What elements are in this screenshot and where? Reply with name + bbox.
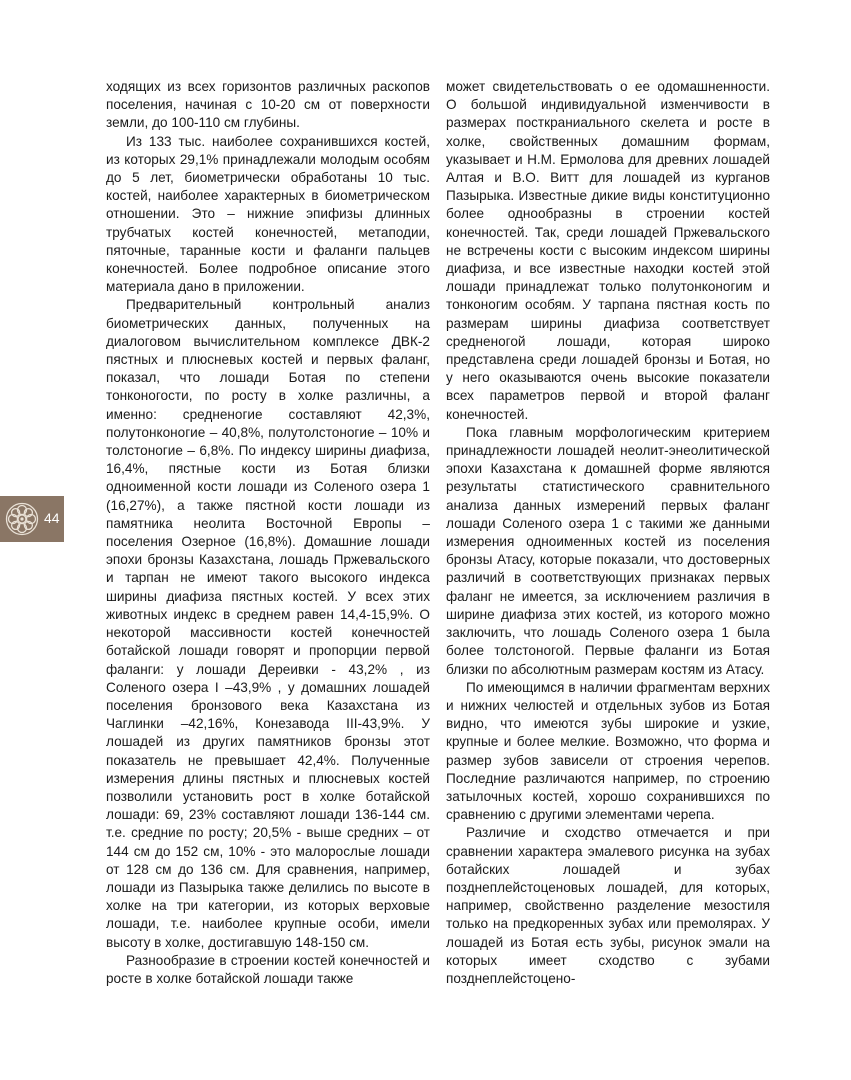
page-number: 44 [44,510,60,526]
paragraph: Предварительный контрольный анализ биометрических данных, полученных на диалоговом вычислительном комплексе ДВК-2 пястных и плюсневых костей и первых фаланг, показал, что лошади Ботая по степени тонконогости, по росту в холке различны, а именно: средненогие составляют 42,3%, полутонконогие – 40,8%, полутолстоногие – 10% и толстоногие – 6,8%. По индексу ширины диафиза, 16,4%, пястные кости из Ботая близки одноименной кости лошади из Соленого озера 1 (16,27%), а также пястной кости лошади из памятника неолита Восточной Европы – поселения Озерное (16,8%). Домашние лошади эпохи бронзы Казахстана, лошадь Пржевальского и тарпан не имеют такого высокого индекса ширины диафиза пястных костей. У всех этих животных индекс в среднем равен 14,4-15,9%. О некоторой массивности костей конечностей ботайской лошади говорят и пропорции первой фаланги: у лошади Дереивки - 43,2% , из Соленого озера I –43,9% , у домашних лошадей поселения бронзового века Казахстана из Чаглинки –42,16%, Конезавода III-43,9%. У лошадей из других памятников бронзы этот показатель не превышает 42,4%. Полученные измерения длины пястных и плюсневых костей позволили установить рост в холке ботайской лошади: 69, 23% составляют лошади 136-144 см. т.е. средние по росту; 20,5% - выше средних – от 144 см до 152 см, 10% - это малорослые лошади от 128 см до 136 см. Для сравнения, например, лошади из Пазырыка также делились по высоте в холке на три категории, из которых верховые лошади, т.е. наиболее крупные особи, имели высоту в холке, достигавшую 148-150 см. [106,297,430,950]
paragraph: Из 133 тыс. наиболее сохранившихся костей, из которых 29,1% принадлежали молодым особям до 5 лет, биометрически обработаны 10 тыс. костей, наиболее характерных в биометрическом отношении. Это – нижние эпифизы длинных трубчатых костей конечностей, метаподии, пяточные, таранные кости и фаланги пальцев конечностей. Более подробное описание этого материала дано в приложении. [106,133,430,295]
paragraph: По имеющимся в наличии фрагментам верхних и нижних челюстей и отдельных зубов из Ботая видно, что имеются зубы широкие и узкие, крупные и более мелкие. Возможно, что форма и размер зубов зависели от строения черепов. Последние различаются например, по строению затылочных костей, хорошо сохранившихся по сравнению с другими элементами черепа. [446,679,770,823]
ornament-icon [2,499,42,539]
page-number-tab [0,496,64,542]
paragraph: Различие и сходство отмечается и при сравнении характера эмалевого рисунка на зубах ботайских лошадей и зубах позднеплейстоценовых лошадей, для которых, например, свойственно разделение мезостиля только на предкоренных зубах или премолярах. У лошадей из Ботая есть зубы, рисунок эмали на которых имеет сходство с зубами позднеплейстоцено- [446,825,770,986]
paragraph: Разнообразие в строении костей конечностей и росте в холке ботайской лошади также [106,952,430,986]
right-text-column [446,78,770,988]
paragraph: может свидетельствовать о ее одомашненности. О большой индивидуальной изменчивости в размерах посткраниального скелета и росте в холке, свойственных домашним формам, указывает и Н.М. Ермолова для древних лошадей Алтая и В.О. Витт для лошадей из курганов Пазырыка. Известные дикие виды конституционно более однообразны в строении костей конечностей. Так, среди лошадей Пржевальского не встречены кости с высоким индексом ширины диафиза, и все известные находки костей этой лошади принадлежат только полутонконогим и тонконогим особям. У тарпана пястная кость по размерам ширины диафиза соответствует средненогой лошади, которая широко представлена среди лошадей бронзы и Ботая, но у него оказываются очень высокие показатели всех параметров первой и второй фаланг конечностей. [446,79,770,422]
left-text-column [106,78,430,988]
paragraph: Пока главным морфологическим критерием принадлежности лошадей неолит-энеолитической эпохи Казахстана к домашней форме являются результаты статистического сравнительного анализа данных измерений первых фаланг лошади Соленого озера 1 с такими же данными измерения одноименных костей из поселения бронзы Атасу, которые показали, что достоверных различий в соответствующих признаках первых фаланг не имеется, за исключением различия в ширине диафиза этих костей, из которого можно заключить, что лошадь Соленого озера 1 была более толстоногой. Первые фаланги из Ботая близки по абсолютным размерам костям из Атасу. [446,424,770,677]
paragraph: ходящих из всех горизонтов различных раскопов поселения, начиная с 10-20 см от поверхности земли, до 100-110 см глубины. [106,79,430,131]
